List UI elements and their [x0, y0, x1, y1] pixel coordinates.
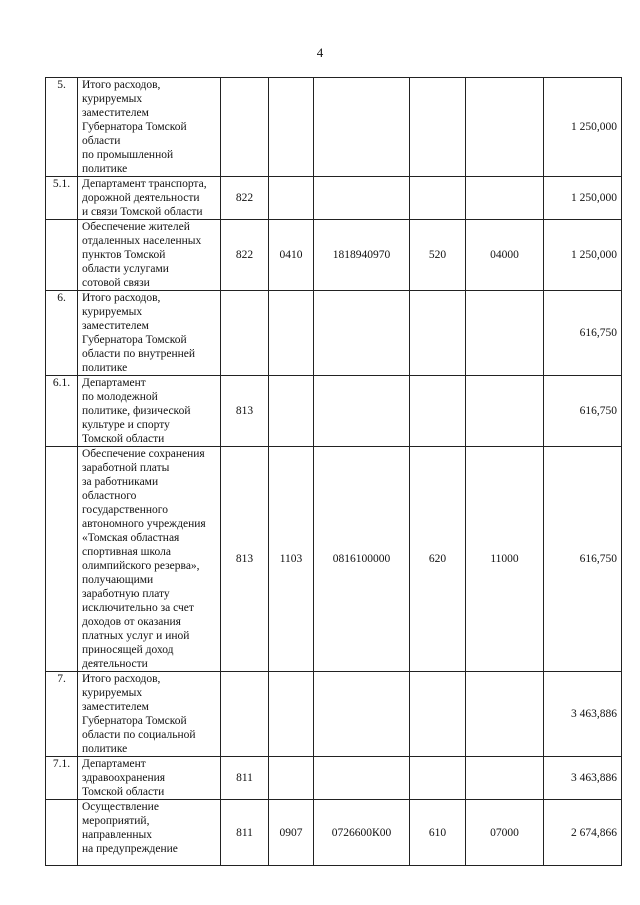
row-name-text: Департамент здравоохранения Томской области — [82, 758, 166, 798]
expense-type-code: 520 — [410, 220, 466, 291]
target-code — [314, 291, 410, 376]
ministry-code — [221, 78, 269, 177]
expense-type-code — [410, 376, 466, 447]
revenue-code — [466, 177, 544, 220]
row-number: 6. — [46, 291, 78, 376]
page-number: 4 — [316, 45, 324, 60]
revenue-code: 07000 — [466, 800, 544, 866]
section-code — [269, 757, 314, 800]
section-code: 1103 — [269, 447, 314, 672]
target-code — [314, 78, 410, 177]
revenue-code: 11000 — [466, 447, 544, 672]
section-code — [269, 672, 314, 757]
row-name-text: Осуществление мероприятий, направленных на предупреждение — [82, 801, 178, 855]
table-row — [46, 800, 622, 866]
row-name-text: Департамент транспорта, дорожной деятельности и связи Томской области — [82, 178, 207, 218]
row-number: 5. — [46, 78, 78, 177]
row-number — [46, 220, 78, 291]
target-code: 0816100000 — [314, 447, 410, 672]
target-code: 1818940970 — [314, 220, 410, 291]
section-code — [269, 177, 314, 220]
table-row — [46, 757, 622, 800]
expense-type-code — [410, 177, 466, 220]
row-name — [78, 376, 221, 447]
amount: 3 463,886 — [544, 672, 622, 757]
ministry-code — [221, 291, 269, 376]
amount: 1 250,000 — [544, 220, 622, 291]
section-code — [269, 78, 314, 177]
row-number: 7.1. — [46, 757, 78, 800]
row-name — [78, 800, 221, 866]
amount: 2 674,866 — [544, 800, 622, 866]
row-name-text: Итого расходов, курируемых заместителем Губернатора Томской области по социальной политике — [82, 673, 196, 755]
amount: 616,750 — [544, 291, 622, 376]
row-name — [78, 220, 221, 291]
target-code — [314, 376, 410, 447]
row-number — [46, 800, 78, 866]
amount: 616,750 — [544, 376, 622, 447]
ministry-code: 822 — [221, 177, 269, 220]
expense-type-code — [410, 291, 466, 376]
expense-type-code — [410, 78, 466, 177]
revenue-code — [466, 757, 544, 800]
row-name — [78, 757, 221, 800]
row-number — [46, 447, 78, 672]
table-row — [46, 78, 622, 177]
section-code: 0410 — [269, 220, 314, 291]
row-name — [78, 672, 221, 757]
amount: 616,750 — [544, 447, 622, 672]
section-code — [269, 376, 314, 447]
revenue-code — [466, 376, 544, 447]
row-name — [78, 447, 221, 672]
table-row — [46, 376, 622, 447]
section-code — [269, 291, 314, 376]
ministry-code: 813 — [221, 447, 269, 672]
row-number: 5.1. — [46, 177, 78, 220]
revenue-code: 04000 — [466, 220, 544, 291]
target-code: 0726600К00 — [314, 800, 410, 866]
row-name — [78, 177, 221, 220]
revenue-code — [466, 672, 544, 757]
amount: 1 250,000 — [544, 78, 622, 177]
target-code — [314, 177, 410, 220]
expense-type-code — [410, 672, 466, 757]
target-code — [314, 757, 410, 800]
row-name-text: Обеспечение жителей отдаленных населенных пунктов Томской области услугами сотовой связи — [82, 221, 202, 289]
revenue-code — [466, 291, 544, 376]
row-name-text: Обеспечение сохранения заработной платы за работниками областного государственного автономного учреждения «Томская областная спортивная школа олимпийского резерва», получающими заработную плату исключительно за счет доходов от оказания платных услуг и иной приносящей доход деятельности — [82, 448, 206, 670]
table-row — [46, 177, 622, 220]
row-name-text: Департамент по молодежной политике, физической культуре и спорту Томской области — [82, 377, 191, 445]
budget-table — [45, 77, 622, 866]
row-name — [78, 78, 221, 177]
expense-type-code — [410, 757, 466, 800]
expense-type-code: 610 — [410, 800, 466, 866]
section-code: 0907 — [269, 800, 314, 866]
table-row — [46, 220, 622, 291]
table-row — [46, 447, 622, 672]
row-name — [78, 291, 221, 376]
table-row — [46, 672, 622, 757]
row-name-text: Итого расходов, курируемых заместителем Губернатора Томской области по промышленной политике — [82, 79, 187, 175]
ministry-code: 811 — [221, 800, 269, 866]
amount: 1 250,000 — [544, 177, 622, 220]
expense-type-code: 620 — [410, 447, 466, 672]
table-row — [46, 291, 622, 376]
row-name-text: Итого расходов, курируемых заместителем Губернатора Томской области по внутренней политике — [82, 292, 196, 374]
ministry-code: 822 — [221, 220, 269, 291]
ministry-code: 813 — [221, 376, 269, 447]
ministry-code: 811 — [221, 757, 269, 800]
target-code — [314, 672, 410, 757]
amount: 3 463,886 — [544, 757, 622, 800]
revenue-code — [466, 78, 544, 177]
ministry-code — [221, 672, 269, 757]
row-number: 6.1. — [46, 376, 78, 447]
row-number: 7. — [46, 672, 78, 757]
